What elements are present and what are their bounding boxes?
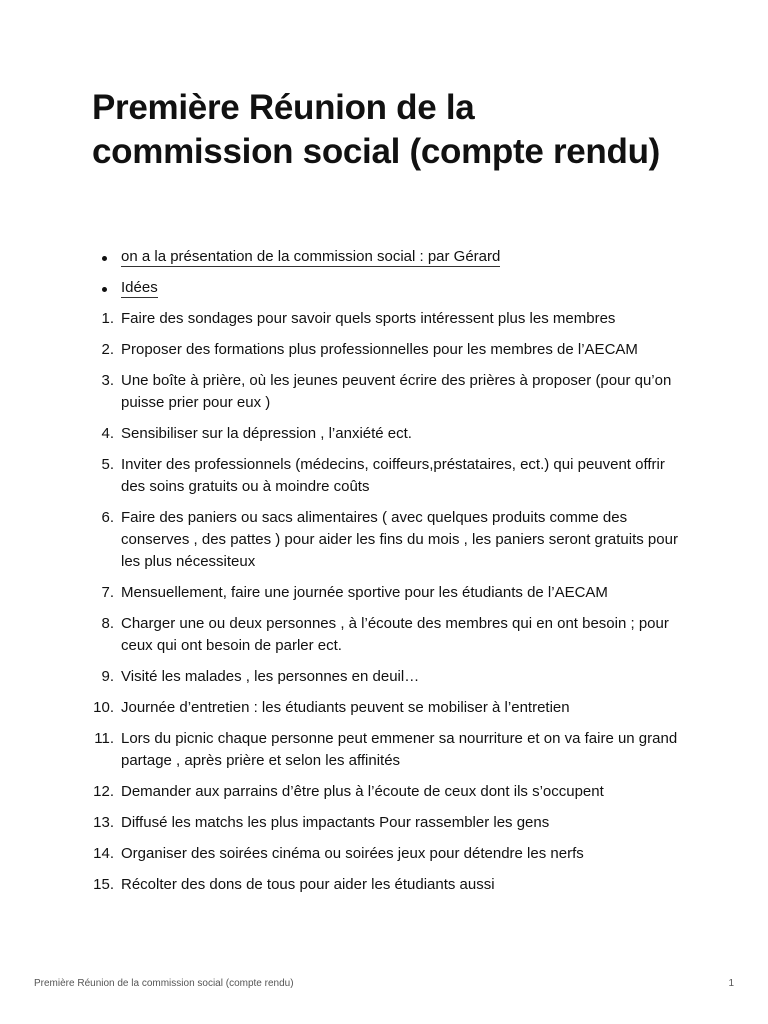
page-number: 1 [728, 978, 734, 989]
item-text: Visité les malades , les personnes en deuil… [121, 668, 420, 685]
list-item [93, 843, 681, 865]
item-number: 9. [101, 668, 114, 685]
list-item [93, 781, 681, 803]
list-item [101, 308, 681, 330]
list-item [101, 666, 681, 688]
bullet-text: Idées [121, 279, 158, 296]
item-text: Lors du picnic chaque personne peut emmener sa nourriture et on va faire un grand partage , après prière et selon les affinités [121, 730, 678, 769]
page-title: Première Réunion de la commission social (compte rendu) [92, 88, 661, 171]
item-number: 12. [93, 783, 114, 800]
item-text: Une boîte à prière, où les jeunes peuvent écrire des prières à proposer (pour qu’on puisse prier pour eux ) [121, 372, 672, 411]
item-number: 2. [101, 341, 114, 358]
item-number: 3. [101, 372, 114, 389]
list-item [93, 874, 681, 896]
item-text: Diffusé les matchs les plus impactants Pour rassembler les gens [121, 814, 550, 831]
item-number: 1. [101, 310, 114, 327]
item-number: 10. [93, 699, 114, 716]
list-item [101, 339, 681, 361]
item-number: 15. [93, 876, 114, 893]
item-text: Charger une ou deux personnes , à l’écoute des membres qui en ont besoin ; pour ceux qui ont besoin de parler ect. [121, 615, 669, 654]
list-item [93, 812, 681, 834]
list-item [101, 370, 681, 414]
item-text: Mensuellement, faire une journée sportive pour les étudiants de l’AECAM [121, 584, 608, 601]
bullet-item-presentation [121, 246, 701, 268]
item-number: 6. [101, 509, 114, 526]
ideas-list [93, 308, 681, 905]
item-number: 14. [93, 845, 114, 862]
item-text: Journée d’entretien : les étudiants peuvent se mobiliser à l’entretien [121, 699, 570, 716]
item-text: Inviter des professionnels (médecins, coiffeurs,préstataires, ect.) qui peuvent offrir des soins gratuits ou à moindre coûts [121, 456, 665, 495]
list-item [101, 423, 681, 445]
list-item [101, 613, 681, 657]
item-text: Faire des sondages pour savoir quels sports intéressent plus les membres [121, 310, 616, 327]
item-text: Proposer des formations plus professionnelles pour les membres de l’AECAM [121, 341, 638, 358]
item-text: Organiser des soirées cinéma ou soirées jeux pour détendre les nerfs [121, 845, 584, 862]
item-text: Faire des paniers ou sacs alimentaires ( avec quelques produits comme des conserves , des pattes ) pour aider les fins du mois , les paniers seront gratuits pour les plus nécessiteux [121, 509, 678, 570]
list-item [101, 582, 681, 604]
item-number: 11. [94, 730, 114, 747]
list-item [94, 728, 681, 772]
item-text: Sensibiliser sur la dépression , l’anxiété ect. [121, 425, 412, 442]
list-item [93, 697, 681, 719]
item-number: 8. [101, 615, 114, 632]
item-number: 13. [93, 814, 114, 831]
list-item [101, 454, 681, 498]
bullet-list [121, 246, 701, 308]
item-text: Demander aux parrains d’être plus à l’écoute de ceux dont ils s’occupent [121, 783, 604, 800]
item-text: Récolter des dons de tous pour aider les étudiants aussi [121, 876, 495, 893]
item-number: 5. [101, 456, 114, 473]
footer-title: Première Réunion de la commission social (compte rendu) [34, 978, 294, 989]
bullet-item-idees [121, 277, 701, 299]
item-number: 7. [101, 584, 114, 601]
item-number: 4. [101, 425, 114, 442]
list-item [101, 507, 681, 573]
bullet-text: on a la présentation de la commission social : par Gérard [121, 248, 501, 265]
